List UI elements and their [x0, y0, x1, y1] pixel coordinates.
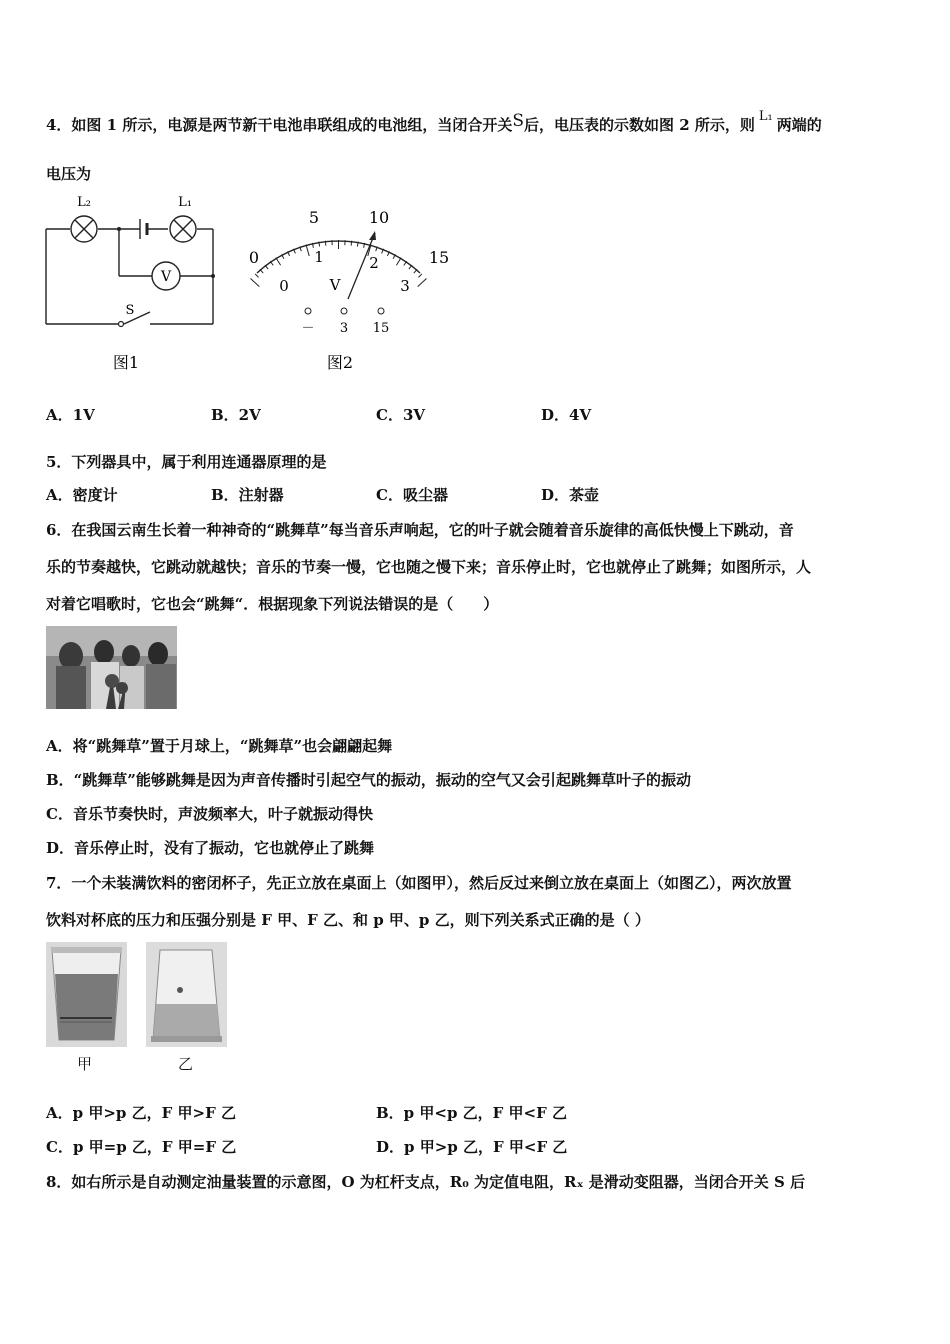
terminal-3: 3	[339, 321, 349, 336]
q4-option-b[interactable]: B．2V	[211, 406, 261, 424]
q5-option-b[interactable]: B．注射器	[211, 486, 284, 504]
dancing-grass-photo	[46, 626, 177, 709]
q5-stem: 5．下列器具中，属于利用连通器原理的是	[46, 453, 327, 471]
dial-tick-mark	[306, 245, 309, 257]
dial-top-tick-15: 15	[428, 248, 450, 267]
voltmeter-label: V	[160, 269, 172, 285]
dial-bottom-tick-0: 0	[279, 277, 289, 295]
cup-caption-jia: 甲	[77, 1055, 93, 1073]
dial-bottom-tick-3: 3	[400, 277, 410, 295]
q4-voltmeter-dial	[238, 200, 458, 375]
lamp-l2-label: L₂	[77, 195, 91, 210]
q4-stem-part1: 4．如图 1 所示，电源是两节新干电池串联组成的电池组，当闭合开关	[46, 116, 513, 134]
q4-switch-symbol: S	[512, 111, 524, 131]
q6-stem-line3: 对着它唱歌时，它也会“跳舞“．根据现象下列说法错误的是（ ）	[46, 595, 499, 613]
dial-bottom-tick-2: 2	[369, 254, 379, 272]
dial-tick-mark	[418, 279, 427, 287]
q6-option-c[interactable]: C．音乐节奏快时，声波频率大，叶子就振动得快	[46, 805, 373, 823]
q6-option-b[interactable]: B．“跳舞草”能够跳舞是因为声音传播时引起空气的振动，振动的空气又会引起跳舞草叶子的振动	[46, 771, 691, 789]
lamp-l2-icon	[71, 216, 97, 242]
q7-stem-line2: 饮料对杯底的压力和压强分别是 F 甲、F 乙、和 p 甲、p 乙，则下列关系式正确的是（ ）	[46, 911, 650, 929]
q5-option-d[interactable]: D．茶壶	[541, 486, 600, 504]
figure1-caption: 图1	[112, 353, 140, 372]
cup-upright-photo	[46, 942, 127, 1047]
q4-option-c[interactable]: C．3V	[376, 406, 426, 424]
q4-stem-part2: 后，电压表的示数如图 2 所示，则	[523, 116, 755, 134]
q4-option-a[interactable]: A．1V	[46, 406, 95, 424]
lamp-l1-icon	[170, 216, 196, 242]
q4-option-d[interactable]: D．4V	[541, 406, 592, 424]
dial-bottom-tick-1: 1	[314, 248, 324, 266]
q6-stem-line1: 6．在我国云南生长着一种神奇的“跳舞草”每当音乐声响起，它的叶子就会随着音乐旋律的高低快慢上下跳动，音	[46, 521, 794, 539]
q7-option-c[interactable]: C．p 甲=p 乙，F 甲=F 乙	[46, 1138, 237, 1156]
q5-option-a[interactable]: A．密度计	[46, 486, 118, 504]
cup-caption-yi: 乙	[178, 1055, 194, 1073]
dial-tick-mark	[255, 274, 258, 278]
q8-stem-line1: 8．如右所示是自动测定油量装置的示意图，O 为杠杆支点，R₀ 为定值电阻，Rₓ 是滑动变阻器，当闭合开关 S 后	[46, 1173, 806, 1191]
q6-option-d[interactable]: D．音乐停止时，没有了振动，它也就停止了跳舞	[46, 839, 375, 857]
dial-top-tick-10: 10	[368, 208, 390, 227]
terminal-15: 15	[372, 321, 390, 336]
dial-unit-label: V	[329, 276, 341, 294]
q5-option-c[interactable]: C．吸尘器	[376, 486, 448, 504]
q4-stem-line2: 电压为	[46, 165, 92, 183]
switch-label: S	[125, 303, 135, 318]
q4-lamp-symbol: L₁	[758, 109, 773, 124]
q7-option-b[interactable]: B．p 甲<p 乙，F 甲<F 乙	[376, 1104, 567, 1122]
dial-top-tick-0: 0	[248, 248, 260, 267]
lamp-l1-label: L₁	[178, 195, 192, 210]
cup-inverted-photo	[146, 942, 227, 1047]
figure2-caption: 图2	[326, 353, 354, 372]
terminal-negative: －	[301, 321, 315, 336]
dial-tick-mark	[419, 274, 422, 278]
q7-option-a[interactable]: A．p 甲>p 乙，F 甲>F 乙	[46, 1104, 236, 1122]
q6-stem-line2: 乐的节奏越快，它跳动就越快；音乐的节奏一慢，它也随之慢下来；音乐停止时，它也就停止了跳舞；如图所示，人	[46, 558, 812, 576]
q4-stem-part3: 两端的	[776, 116, 822, 134]
dial-top-tick-5: 5	[308, 208, 320, 227]
q4-stem-line1	[46, 109, 822, 137]
q7-option-d[interactable]: D．p 甲>p 乙，F 甲<F 乙	[376, 1138, 568, 1156]
q6-option-a[interactable]: A．将“跳舞草”置于月球上，“跳舞草”也会翩翩起舞	[46, 737, 393, 755]
q4-circuit-diagram	[40, 190, 225, 380]
q7-stem-line1: 7．一个未装满饮料的密闭杯子，先正立放在桌面上（如图甲），然后反过来倒立放在桌面上（如图乙），两次放置	[46, 874, 792, 892]
dial-tick-mark	[251, 279, 260, 287]
